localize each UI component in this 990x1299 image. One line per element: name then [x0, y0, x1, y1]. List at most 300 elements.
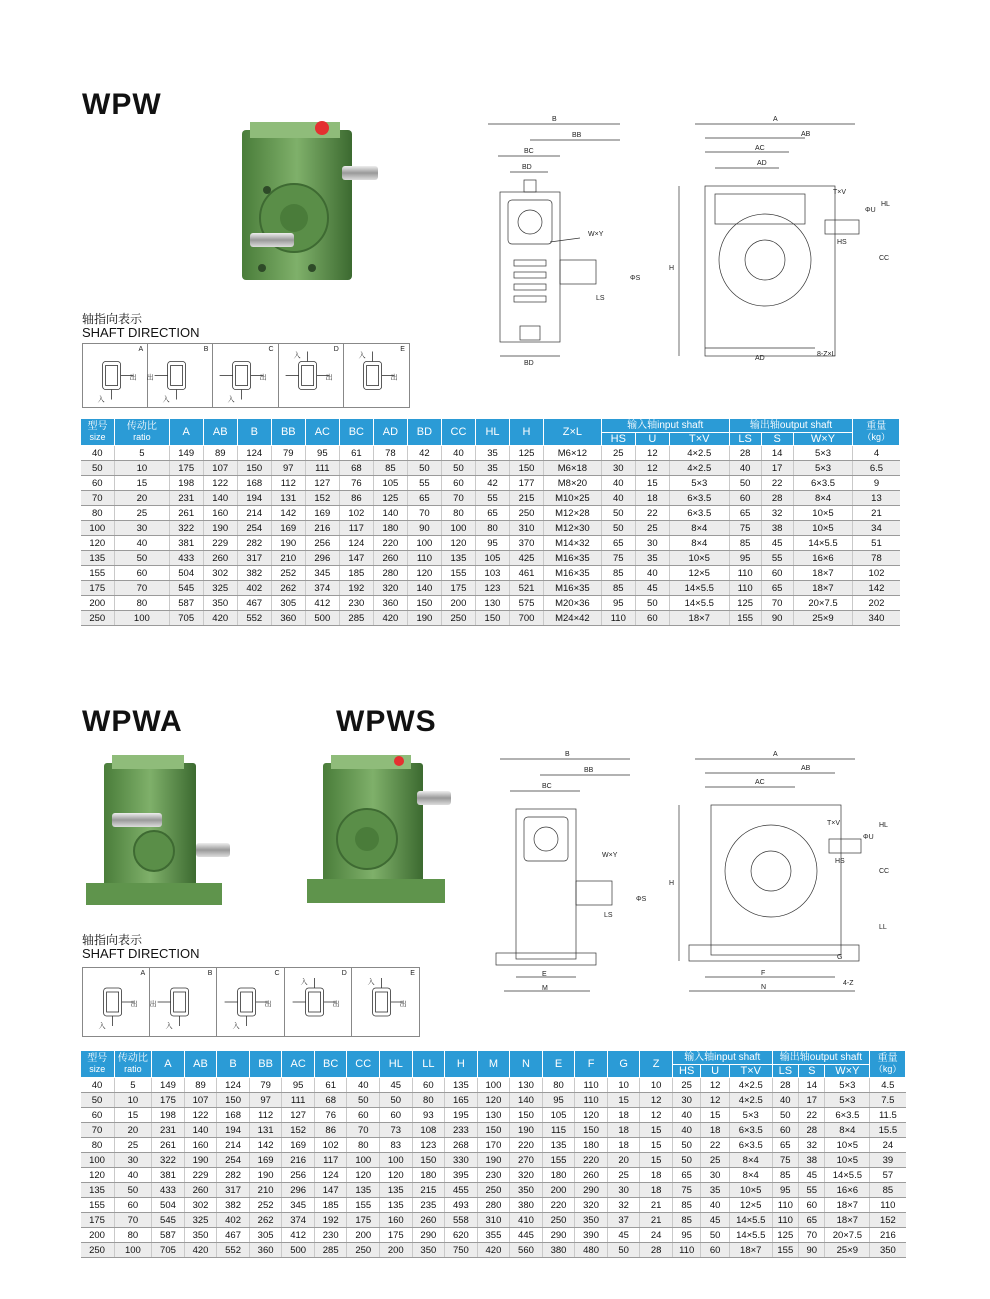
input-mark: 入 — [367, 979, 375, 986]
shaft-diagram-c — [213, 344, 278, 407]
table-cell: 235 — [412, 1198, 445, 1213]
table-cell: 320 — [575, 1198, 608, 1213]
table-cell: 587 — [169, 596, 203, 611]
table-cell: 231 — [152, 1123, 185, 1138]
wpw-front-drawing — [665, 110, 895, 370]
table-cell: M10×25 — [544, 491, 602, 506]
table-cell: 18 — [640, 1183, 673, 1198]
table-cell: 40 — [114, 1168, 152, 1183]
table-cell: 30 — [607, 1183, 640, 1198]
table-cell: 250 — [477, 1183, 510, 1198]
input-mark: 入 — [358, 352, 366, 360]
input-mark: 入 — [232, 1023, 240, 1030]
table-cell: 65 — [672, 1168, 700, 1183]
table-cell: 124 — [339, 536, 373, 551]
table-cell: 560 — [510, 1243, 543, 1258]
wpwa-front-drawing — [665, 745, 895, 1005]
shaft-diagram-letter: B — [207, 970, 213, 977]
table-cell: M16×35 — [544, 581, 602, 596]
table-cell: 504 — [169, 566, 203, 581]
table-cell: 170 — [477, 1138, 510, 1153]
column-header-en: （kg） — [873, 1064, 902, 1074]
table-cell: 100 — [114, 1243, 152, 1258]
table-cell: 75 — [601, 551, 635, 566]
table-cell: 55 — [407, 476, 441, 491]
dim-label: HL — [881, 201, 890, 208]
table-cell: 14×5.5 — [669, 596, 729, 611]
table-cell: 150 — [407, 596, 441, 611]
table-cell: 420 — [184, 1243, 217, 1258]
table-cell: 8×4 — [669, 521, 729, 536]
table-cell: 322 — [152, 1153, 185, 1168]
table-cell: 17 — [761, 461, 793, 476]
shaft-diagram-a — [83, 344, 148, 407]
table-cell: 268 — [445, 1138, 478, 1153]
table-cell: 100 — [441, 521, 475, 536]
column-header-CC: CC — [441, 419, 475, 446]
table-cell: 70 — [81, 491, 115, 506]
table-cell: 79 — [271, 446, 305, 461]
table-cell: 230 — [314, 1228, 347, 1243]
dim-label: E — [542, 971, 547, 978]
table-cell: 125 — [772, 1228, 798, 1243]
table-cell: 260 — [373, 551, 407, 566]
table-cell: 28 — [799, 1123, 825, 1138]
table-cell: 261 — [169, 506, 203, 521]
table-cell: 198 — [169, 476, 203, 491]
table-cell: 254 — [217, 1153, 250, 1168]
table-cell: 38 — [799, 1153, 825, 1168]
dim-label: N — [761, 984, 767, 991]
table-cell: 180 — [575, 1138, 608, 1153]
table-cell: 192 — [314, 1213, 347, 1228]
table-cell: 78 — [373, 446, 407, 461]
table-cell: 18×7 — [793, 581, 853, 596]
output-mark: 出 — [264, 1001, 272, 1008]
input-mark: 入 — [293, 352, 301, 360]
table-cell: 185 — [339, 566, 373, 581]
table-cell: 620 — [445, 1228, 478, 1243]
table-cell: 200 — [81, 596, 115, 611]
table-cell: 50 — [81, 461, 115, 476]
table-cell: 50 — [607, 1243, 640, 1258]
table-cell: 4×2.5 — [669, 461, 729, 476]
table-cell: 545 — [152, 1213, 185, 1228]
table-cell: 100 — [115, 611, 170, 626]
table-cell: 111 — [282, 1093, 315, 1108]
table-cell: 6×3.5 — [669, 506, 729, 521]
shaft-diagram-b — [150, 968, 217, 1036]
table-cell: 180 — [373, 521, 407, 536]
table-cell: 130 — [510, 1078, 543, 1093]
table-cell: 40 — [635, 566, 669, 581]
table-cell: 256 — [282, 1168, 315, 1183]
table-cell: 262 — [271, 581, 305, 596]
output-mark: 出 — [390, 374, 398, 382]
table-cell: 75 — [729, 521, 761, 536]
column-header-en: ratio — [133, 432, 151, 442]
shaft-direction-diagrams-2 — [82, 967, 420, 1037]
table-cell: 8×4 — [669, 536, 729, 551]
table-cell: 25 — [114, 1138, 152, 1153]
table-cell: 70 — [799, 1228, 825, 1243]
table-cell: 24 — [870, 1138, 906, 1153]
table-cell: 147 — [339, 551, 373, 566]
table-cell: 10×5 — [729, 1183, 772, 1198]
table-cell: 290 — [542, 1228, 575, 1243]
table-cell: 229 — [184, 1168, 217, 1183]
table-row — [81, 1183, 906, 1198]
table-cell: 25 — [635, 521, 669, 536]
table-cell: 61 — [339, 446, 373, 461]
table-cell: 305 — [271, 596, 305, 611]
shaft-diagram-letter: D — [333, 346, 339, 353]
shaft-diagram-b — [148, 344, 213, 407]
table-cell: 152 — [870, 1213, 906, 1228]
table-cell: 117 — [339, 521, 373, 536]
table-cell: 135 — [542, 1138, 575, 1153]
table-cell: 15 — [607, 1093, 640, 1108]
table-cell: 45 — [799, 1168, 825, 1183]
input-mark: 入 — [97, 396, 105, 404]
dim-label: A — [773, 751, 778, 758]
table-cell: 14 — [761, 446, 793, 461]
table-cell: 70 — [407, 506, 441, 521]
table-cell: 150 — [237, 461, 271, 476]
dim-label: HS — [835, 858, 845, 865]
table-cell: 200 — [441, 596, 475, 611]
input-mark: 入 — [227, 396, 235, 404]
table-cell: 110 — [772, 1198, 798, 1213]
shaft-diagram-e — [344, 344, 409, 407]
wpw-side-drawing — [480, 110, 655, 370]
table-cell: 40 — [729, 461, 761, 476]
table-cell: 340 — [853, 611, 900, 626]
table-cell: 190 — [407, 611, 441, 626]
table-cell: 180 — [412, 1168, 445, 1183]
table-cell: 24 — [640, 1228, 673, 1243]
input-mark: 入 — [300, 979, 308, 986]
table-cell: 25 — [701, 1153, 729, 1168]
sub-column-header: LS — [772, 1065, 798, 1078]
table-cell: 190 — [477, 1153, 510, 1168]
table-cell: 260 — [575, 1168, 608, 1183]
table-cell: 350 — [184, 1228, 217, 1243]
table-cell: 150 — [510, 1108, 543, 1123]
table-cell: 18×7 — [669, 611, 729, 626]
table-cell: 175 — [169, 461, 203, 476]
sub-column-header: U — [635, 433, 669, 446]
shaft-direction-title — [82, 312, 200, 340]
dim-label: BD — [524, 360, 534, 367]
table-cell: 260 — [184, 1183, 217, 1198]
table-cell: 250 — [510, 506, 544, 521]
shaft-diagram-letter: E — [410, 970, 415, 977]
table-cell: 12 — [640, 1108, 673, 1123]
table-cell: 455 — [445, 1183, 478, 1198]
table-cell: 160 — [380, 1213, 413, 1228]
table-cell: 5×3 — [825, 1093, 870, 1108]
table-cell: 35 — [475, 461, 509, 476]
table-cell: 125 — [729, 596, 761, 611]
dim-label: AB — [801, 131, 811, 138]
table-cell: 10 — [114, 1093, 152, 1108]
column-header-en: ratio — [124, 1064, 142, 1074]
table-cell: 30 — [114, 1153, 152, 1168]
table-cell: 89 — [203, 446, 237, 461]
dim-label: HL — [879, 822, 888, 829]
table-cell: 45 — [701, 1213, 729, 1228]
table-cell: 5×3 — [669, 476, 729, 491]
sub-column-header: S — [761, 433, 793, 446]
table-cell: 374 — [282, 1213, 315, 1228]
table-cell: 214 — [237, 506, 271, 521]
table-cell: 410 — [510, 1213, 543, 1228]
table-cell: 102 — [339, 506, 373, 521]
table-cell: 18 — [635, 491, 669, 506]
dim-label: H — [669, 880, 675, 887]
table-cell: 10 — [640, 1078, 673, 1093]
table-cell: 50 — [729, 476, 761, 491]
table-cell: 40 — [772, 1093, 798, 1108]
table-cell: 55 — [761, 551, 793, 566]
table-cell: 395 — [445, 1168, 478, 1183]
table-cell: 220 — [510, 1138, 543, 1153]
table-cell: 42 — [475, 476, 509, 491]
header-output-shaft: 输出轴output shaft — [729, 419, 853, 433]
table-cell: 10×5 — [825, 1153, 870, 1168]
table-cell: 25 — [601, 446, 635, 461]
shaft-schematic-icon — [213, 344, 278, 407]
dim-label: BB — [572, 132, 582, 139]
table-cell: 18 — [701, 1123, 729, 1138]
table-cell: 250 — [347, 1243, 380, 1258]
column-header-en: （kg） — [862, 432, 890, 442]
table-cell: 22 — [761, 476, 793, 491]
table-cell: 290 — [412, 1228, 445, 1243]
table-cell: 18 — [607, 1123, 640, 1138]
table-cell: 521 — [510, 581, 544, 596]
table-cell: 135 — [441, 551, 475, 566]
table-cell: 12×5 — [669, 566, 729, 581]
shaft-schematic-icon — [83, 968, 150, 1036]
dim-label: G — [837, 954, 843, 961]
table-cell: 18×7 — [825, 1213, 870, 1228]
table-cell: 155 — [772, 1243, 798, 1258]
shaft-diagram-letter: B — [203, 346, 209, 353]
table-cell: 35 — [635, 551, 669, 566]
table-cell: 5 — [114, 1078, 152, 1093]
table-cell: 180 — [542, 1168, 575, 1183]
table-cell: 50 — [114, 1183, 152, 1198]
column-header-cn: 重量 — [877, 1053, 898, 1064]
table-cell: 85 — [870, 1183, 906, 1198]
table-cell: 30 — [701, 1168, 729, 1183]
table-cell: 200 — [347, 1228, 380, 1243]
table-cell: 200 — [542, 1183, 575, 1198]
table-cell: 194 — [237, 491, 271, 506]
table-cell: 60 — [412, 1078, 445, 1093]
table-cell: 130 — [475, 596, 509, 611]
column-header-HL: HL — [380, 1051, 413, 1078]
table-cell: 310 — [477, 1213, 510, 1228]
dim-label: AD — [757, 160, 767, 167]
table-cell: 10 — [115, 461, 170, 476]
table-cell: 15.5 — [870, 1123, 906, 1138]
table-row — [81, 476, 900, 491]
input-mark: 入 — [98, 1023, 106, 1030]
column-header-AC: AC — [305, 419, 339, 446]
table-cell: 504 — [152, 1198, 185, 1213]
table-cell: 140 — [203, 491, 237, 506]
column-header — [81, 419, 115, 446]
table-cell: 60 — [347, 1108, 380, 1123]
shaft-diagram-letter: E — [400, 346, 405, 353]
table-cell: 39 — [870, 1153, 906, 1168]
table-cell: 282 — [217, 1168, 250, 1183]
output-mark: 出 — [130, 1001, 138, 1008]
table-cell: 200 — [81, 1228, 115, 1243]
table-cell: 15 — [640, 1153, 673, 1168]
table-cell: 120 — [575, 1108, 608, 1123]
table-cell: 325 — [184, 1213, 217, 1228]
table-cell: 175 — [81, 581, 115, 596]
table-cell: 18 — [607, 1108, 640, 1123]
table-cell: 260 — [412, 1213, 445, 1228]
table-cell: 95 — [542, 1093, 575, 1108]
shaft-schematic-icon — [285, 968, 352, 1036]
table-cell: 140 — [373, 506, 407, 521]
column-header-en: size — [89, 1064, 106, 1074]
column-header-A: A — [169, 419, 203, 446]
table-cell: 15 — [115, 476, 170, 491]
output-mark: 出 — [146, 374, 154, 382]
column-header-H: H — [510, 419, 544, 446]
column-header-CC: CC — [347, 1051, 380, 1078]
column-header-G: G — [607, 1051, 640, 1078]
table-cell: 50 — [601, 521, 635, 536]
table-cell: 105 — [475, 551, 509, 566]
table-cell: 150 — [475, 611, 509, 626]
column-header-BB: BB — [249, 1051, 282, 1078]
table-cell: 95 — [282, 1078, 315, 1093]
table-cell: 169 — [305, 506, 339, 521]
shaft-diagram-letter: C — [268, 346, 274, 353]
table-cell: 142 — [249, 1138, 282, 1153]
table-cell: 60 — [380, 1108, 413, 1123]
table-cell: 50 — [701, 1228, 729, 1243]
table-cell: 500 — [282, 1243, 315, 1258]
table-cell: 420 — [373, 611, 407, 626]
table-cell: 50 — [407, 461, 441, 476]
table-cell: 10×5 — [793, 521, 853, 536]
column-header-Z×L: Z×L — [544, 419, 602, 446]
table-cell: 250 — [542, 1213, 575, 1228]
table-cell: 40 — [347, 1078, 380, 1093]
table-cell: 220 — [373, 536, 407, 551]
table-cell: 402 — [237, 581, 271, 596]
table-cell: 12×5 — [729, 1198, 772, 1213]
input-mark: 入 — [162, 396, 170, 404]
table-row — [81, 1228, 906, 1243]
table-cell: 190 — [510, 1123, 543, 1138]
table-cell: 22 — [635, 506, 669, 521]
table-row — [81, 461, 900, 476]
dim-label: 4-Z — [843, 980, 854, 987]
sub-column-header: HS — [672, 1065, 700, 1078]
table-cell: 390 — [575, 1228, 608, 1243]
output-mark: 出 — [259, 374, 267, 382]
table-cell: 493 — [445, 1198, 478, 1213]
table-cell: 5 — [115, 446, 170, 461]
table-cell: 97 — [249, 1093, 282, 1108]
header-output-shaft: 输出轴output shaft — [772, 1051, 870, 1065]
table-cell: 120 — [407, 566, 441, 581]
table-cell: 552 — [217, 1243, 250, 1258]
dim-label: ΦU — [863, 834, 874, 841]
table-cell: 412 — [282, 1228, 315, 1243]
table-cell: 5×3 — [729, 1108, 772, 1123]
table-row — [81, 551, 900, 566]
table-cell: 175 — [380, 1228, 413, 1243]
table-cell: 160 — [203, 506, 237, 521]
table-cell: 360 — [373, 596, 407, 611]
model-title-wpws: WPWS — [336, 705, 437, 738]
dim-label: W×Y — [602, 852, 618, 859]
table-cell: 320 — [510, 1168, 543, 1183]
table-cell: 85 — [373, 461, 407, 476]
column-header-AC: AC — [282, 1051, 315, 1078]
table-cell: 127 — [282, 1108, 315, 1123]
table-cell: 20 — [114, 1123, 152, 1138]
table-cell: 79 — [249, 1078, 282, 1093]
dim-label: AC — [755, 145, 765, 152]
table-cell: 149 — [169, 446, 203, 461]
table-cell: 229 — [203, 536, 237, 551]
table-cell: 10×5 — [669, 551, 729, 566]
dim-label: T×V — [827, 820, 841, 827]
table-cell: 70 — [441, 491, 475, 506]
table-cell: 120 — [347, 1168, 380, 1183]
table-cell: 214 — [217, 1138, 250, 1153]
dim-label: HS — [837, 239, 847, 246]
table-cell: 552 — [237, 611, 271, 626]
table-cell: 150 — [412, 1153, 445, 1168]
table-cell: 149 — [152, 1078, 185, 1093]
table-cell: 10×5 — [793, 506, 853, 521]
table-cell: 12 — [640, 1093, 673, 1108]
table-cell: 202 — [853, 596, 900, 611]
column-header-cn: 型号 — [87, 1053, 108, 1064]
table-cell: M16×35 — [544, 566, 602, 581]
table-cell: 192 — [339, 581, 373, 596]
table-cell: 480 — [575, 1243, 608, 1258]
shaft-direction-en: SHAFT DIRECTION — [82, 325, 200, 340]
table-cell: 175 — [347, 1213, 380, 1228]
table-cell: M24×42 — [544, 611, 602, 626]
table-cell: 330 — [445, 1153, 478, 1168]
table-cell: 350 — [412, 1243, 445, 1258]
dim-label: H — [669, 265, 675, 272]
table-cell: 5×3 — [793, 461, 853, 476]
table-cell: 108 — [412, 1123, 445, 1138]
shaft-diagram-letter: A — [140, 970, 146, 977]
table-cell: 18×7 — [825, 1198, 870, 1213]
table-cell: 6×3.5 — [669, 491, 729, 506]
table-cell: 185 — [314, 1198, 347, 1213]
table-cell: 230 — [339, 596, 373, 611]
table-cell: 90 — [407, 521, 441, 536]
